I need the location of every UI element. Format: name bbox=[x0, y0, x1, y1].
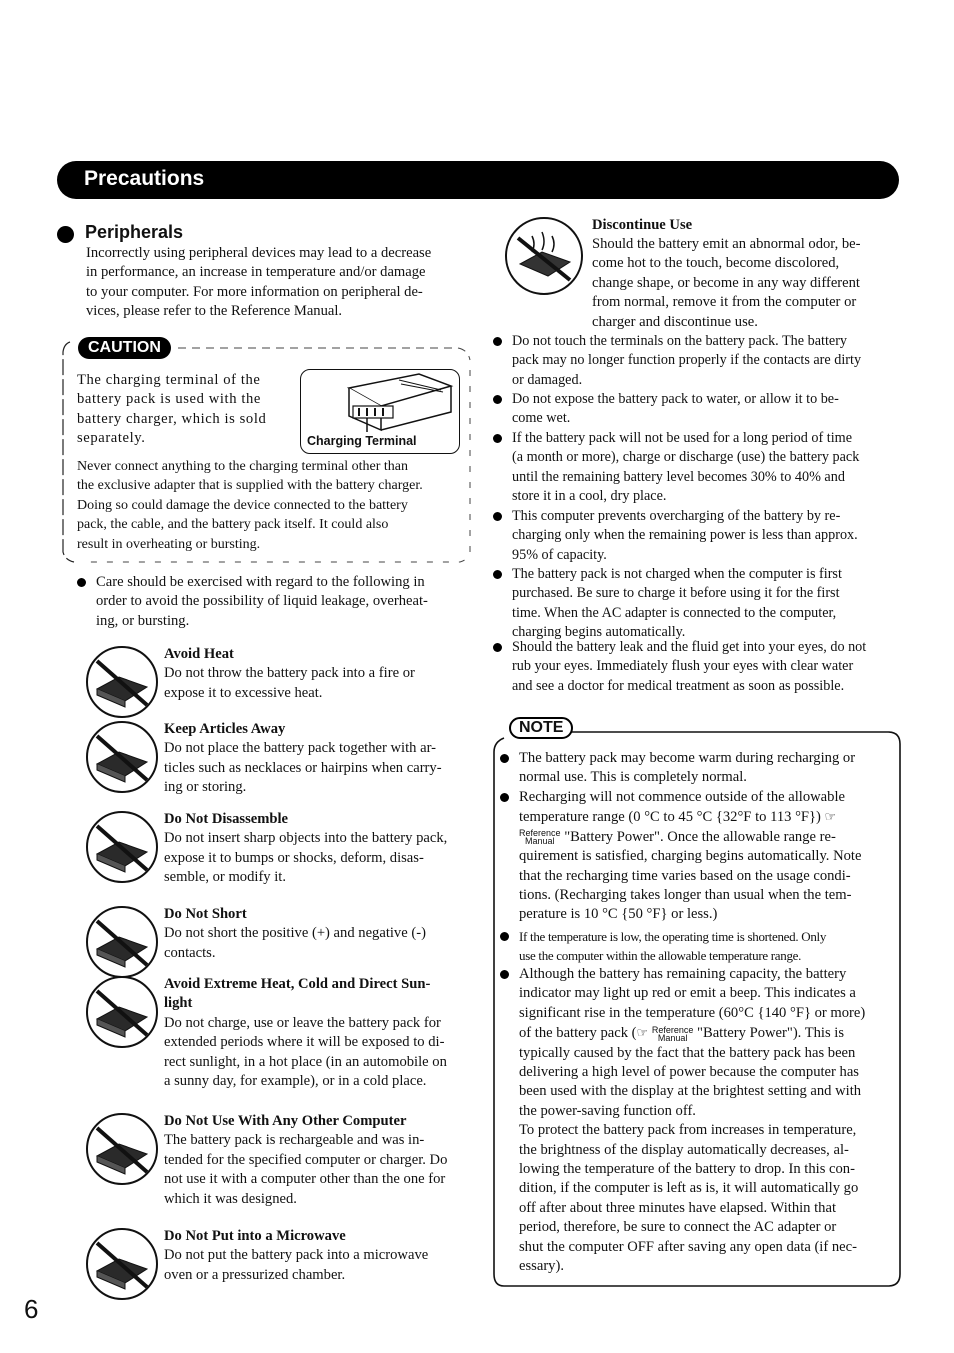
text-line: The battery pack is not charged when the computer is first bbox=[512, 566, 842, 582]
reference-arrow-icon: ☞ bbox=[824, 809, 837, 825]
text-line bbox=[519, 1023, 890, 1043]
text-line: Do not charge, use or leave the battery pack for bbox=[164, 1014, 441, 1031]
text-line: ing, or bursting. bbox=[96, 612, 190, 629]
text-line: off after about three minutes have elapsed. Within that bbox=[519, 1199, 836, 1216]
text-line: ticles such as necklaces or hairpins when carry- bbox=[164, 759, 442, 776]
warning-title-cont: light bbox=[164, 995, 193, 1012]
text-line: Do not throw the battery pack into a fire or bbox=[164, 665, 415, 682]
caution-badge: CAUTION bbox=[78, 337, 171, 359]
warning-body bbox=[164, 1246, 470, 1285]
text-line: To protect the battery pack from increases in temperature, bbox=[519, 1122, 857, 1139]
text-line: result in overheating or bursting. bbox=[77, 536, 261, 552]
text-line: order to avoid the possibility of liquid leakage, overheat- bbox=[96, 593, 428, 610]
text-line: Do not put the battery pack into a microwave bbox=[164, 1247, 429, 1264]
text-line: dition, if the computer is left as is, it will automatically go bbox=[519, 1180, 859, 1197]
text-line: tended for the specified computer or charger. Do bbox=[164, 1151, 448, 1168]
text-span: "Battery Power". Once the allowable range re- bbox=[564, 828, 836, 845]
bullet-dot bbox=[500, 793, 509, 802]
caution-body bbox=[77, 457, 461, 554]
text-line: delivering a high level of power because the computer has bbox=[519, 1064, 859, 1081]
text-line: come wet. bbox=[512, 410, 571, 427]
text-line: pack may no longer function properly if the contacts are dirty bbox=[512, 352, 862, 369]
bullet-dot bbox=[493, 512, 502, 521]
text-line: battery charger, which is sold bbox=[77, 410, 267, 427]
peripherals-body bbox=[86, 244, 468, 322]
text-line: indicator may light up red or emit a beep. This indicates a bbox=[519, 985, 856, 1002]
no-microwave-icon bbox=[83, 1225, 161, 1308]
text-line: pack, the cable, and the battery pack itself. It could also bbox=[77, 517, 389, 533]
discontinue-body bbox=[592, 235, 895, 332]
bullet-dot bbox=[493, 570, 502, 579]
figure-label: Charging Terminal bbox=[307, 434, 417, 448]
text-line: which it was designed. bbox=[164, 1190, 297, 1207]
text-line: Although the battery has remaining capacity, the battery bbox=[519, 966, 847, 982]
text-line: not use it with a computer other than the one for bbox=[164, 1171, 446, 1188]
text-line bbox=[519, 828, 890, 847]
reference-manual-icon bbox=[652, 1026, 694, 1042]
warning-body bbox=[164, 1131, 470, 1209]
text-line: separately. bbox=[77, 430, 146, 447]
warning-title: Keep Articles Away bbox=[164, 721, 286, 737]
text-line: Never connect anything to the charging terminal other than bbox=[77, 459, 408, 474]
text-line: rect sunlight, in a hot place (in an automobile on bbox=[164, 1053, 447, 1070]
warning-body bbox=[164, 924, 470, 963]
section-banner bbox=[57, 161, 899, 199]
text-line: or damaged. bbox=[512, 371, 583, 388]
text-line: Do not short the positive (+) and negative (-) bbox=[164, 925, 426, 942]
text-line: the power-saving function off. bbox=[519, 1102, 696, 1119]
text-line: The charging terminal of the bbox=[77, 372, 261, 388]
text-line: and see a doctor for medical treatment as soon as possible. bbox=[512, 677, 845, 694]
no-other-computer-icon bbox=[83, 1110, 161, 1193]
text-line: This computer prevents overcharging of the battery by re- bbox=[512, 508, 841, 524]
battery-terminal-icon bbox=[301, 370, 459, 432]
text-line: vices, please refer to the Reference Manual. bbox=[86, 303, 343, 320]
reference-manual-icon bbox=[519, 829, 561, 845]
text-span: of the battery pack ( bbox=[519, 1025, 637, 1042]
text-line: typically caused by the fact that the battery pack has been bbox=[519, 1044, 856, 1061]
warning-title: Do Not Short bbox=[164, 906, 247, 922]
page-title: Precautions bbox=[84, 167, 205, 190]
bullet-dot bbox=[500, 970, 509, 979]
ref-top: Reference bbox=[651, 1024, 694, 1035]
text-line: The battery pack may become warm during recharging or bbox=[519, 750, 856, 766]
bullet-dot bbox=[500, 932, 509, 941]
text-line: perature is 10 °C {50 °F} or less.) bbox=[519, 906, 718, 923]
text-line: tions. (Recharging takes longer than usual when the tem- bbox=[519, 887, 852, 904]
peripherals-heading: Peripherals bbox=[85, 222, 184, 242]
text-line: Do not insert sharp objects into the battery pack, bbox=[164, 830, 448, 847]
warning-body bbox=[164, 1014, 470, 1092]
ref-top: Reference bbox=[519, 828, 561, 839]
text-line: battery pack is used with the bbox=[77, 391, 261, 408]
text-line: been used with the display at the brightest setting and with bbox=[519, 1083, 862, 1100]
warning-title: Do Not Disassemble bbox=[164, 811, 289, 827]
caution-intro bbox=[77, 371, 292, 449]
text-line: If the temperature is low, the operating time is shortened. Only bbox=[519, 929, 827, 944]
text-line: (a month or more), charge or discharge (use) the battery pack bbox=[512, 449, 860, 466]
text-line: Do not expose the battery pack to water, or allow it to be- bbox=[512, 391, 839, 407]
text-line bbox=[519, 807, 890, 827]
text-line: rub your eyes. Immediately flush your eyes with clear water bbox=[512, 658, 854, 675]
text-line: Care should be exercised with regard to the following in bbox=[96, 574, 425, 590]
text-line: Recharging will not commence outside of the allowable bbox=[519, 789, 845, 805]
text-line: charging only when the remaining power is less than approx. bbox=[512, 527, 858, 544]
text-line: charger and discontinue use. bbox=[592, 313, 758, 330]
page-number: 6 bbox=[24, 1294, 39, 1324]
text-line: time. When the AC adapter is connected to the computer, bbox=[512, 604, 837, 621]
bullet-dot bbox=[493, 643, 502, 652]
reference-arrow-icon: ☞ bbox=[636, 1025, 649, 1041]
prohibited-icon bbox=[502, 214, 586, 298]
text-line: a sunny day, for example), or in a cold place. bbox=[164, 1073, 427, 1090]
text-line: The battery pack is rechargeable and was in- bbox=[164, 1132, 425, 1149]
bullet-dot bbox=[493, 395, 502, 404]
text-line: until the remaining battery level becomes 30% to 40% and bbox=[512, 468, 845, 485]
text-line: contacts. bbox=[164, 944, 216, 961]
text-line: quirement is satisfied, charging begins automatically. Note bbox=[519, 848, 862, 865]
note-badge: NOTE bbox=[509, 717, 573, 739]
text-line: the exclusive adapter that is supplied with the battery charger. bbox=[77, 478, 423, 494]
text-line: ing or storing. bbox=[164, 779, 247, 796]
text-line: that the recharging time varies based on the usage condi- bbox=[519, 867, 851, 884]
text-line: use the computer within the allowable temperature range. bbox=[519, 948, 802, 964]
text-line: in performance, an increase in temperature and/or damage bbox=[86, 264, 426, 281]
text-line: lowing the temperature of the battery to drop. In this con- bbox=[519, 1161, 855, 1178]
text-line: to your computer. For more information on peripheral de- bbox=[86, 283, 423, 300]
text-line: essary). bbox=[519, 1258, 564, 1275]
no-fire-icon bbox=[83, 643, 161, 726]
bullet-dot bbox=[500, 754, 509, 763]
warning-title: Do Not Use With Any Other Computer bbox=[164, 1113, 407, 1129]
text-line: expose it to bumps or shocks, deform, disas- bbox=[164, 849, 424, 866]
no-sunlight-icon bbox=[83, 973, 161, 1056]
text-line: from normal, remove it from the computer or bbox=[592, 294, 857, 311]
text-line: purchased. Be sure to charge it before using it for the first bbox=[512, 585, 840, 602]
text-line: charging begins automatically. bbox=[512, 624, 686, 641]
warning-title: Avoid Heat bbox=[164, 646, 234, 662]
no-disassemble-icon bbox=[83, 808, 161, 891]
ref-bottom: Manual bbox=[525, 836, 555, 847]
text-line: come hot to the touch, become discolored, bbox=[592, 255, 840, 272]
text-span: temperature range (0 °C to 45 °C {32°F to 113 °F}) bbox=[519, 809, 821, 826]
text-line: Incorrectly using peripheral devices may lead to a decrease bbox=[86, 245, 432, 261]
warning-body bbox=[164, 739, 470, 797]
text-line: Doing so could damage the device connected to the battery bbox=[77, 497, 408, 513]
text-line: expose it to excessive heat. bbox=[164, 684, 323, 701]
text-line: significant rise in the temperature (60°C {140 °F} or more) bbox=[519, 1004, 866, 1021]
text-line: change shape, or become in any way different bbox=[592, 274, 860, 291]
text-line: 95% of capacity. bbox=[512, 546, 607, 563]
text-line: oven or a pressurized chamber. bbox=[164, 1266, 346, 1283]
no-metal-icon bbox=[83, 718, 161, 801]
text-line: Do not touch the terminals on the battery pack. The battery bbox=[512, 333, 848, 349]
text-line: Should the battery emit an abnormal odor, be- bbox=[592, 236, 861, 252]
text-line: semble, or modify it. bbox=[164, 869, 287, 886]
warning-title: Do Not Put into a Microwave bbox=[164, 1228, 346, 1244]
ref-bottom: Manual bbox=[657, 1032, 688, 1043]
text-line: extended periods where it will be exposed to di- bbox=[164, 1034, 445, 1051]
text-line: Should the battery leak and the fluid get into your eyes, do not bbox=[512, 639, 867, 655]
text-line: store it in a cool, dry place. bbox=[512, 488, 667, 505]
warning-title: Avoid Extreme Heat, Cold and Direct Sun- bbox=[164, 976, 431, 992]
text-line: period, therefore, be sure to connect the AC adapter or bbox=[519, 1219, 837, 1236]
peripherals-bullet bbox=[57, 223, 77, 243]
text-line: shut the computer OFF after saving any open data (if nec- bbox=[519, 1238, 857, 1255]
bullet-dot bbox=[77, 578, 86, 587]
charging-terminal-figure bbox=[300, 369, 460, 454]
bullet-dot bbox=[493, 337, 502, 346]
discontinue-title: Discontinue Use bbox=[592, 217, 693, 233]
text-line: the brightness of the display automatically decreases, al- bbox=[519, 1141, 849, 1158]
warning-body bbox=[164, 829, 470, 887]
text-line: If the battery pack will not be used for a long period of time bbox=[512, 430, 853, 446]
discontinue-icon bbox=[502, 214, 586, 298]
bullet-dot bbox=[493, 434, 502, 443]
text-line: Do not place the battery pack together with ar- bbox=[164, 740, 437, 757]
text-line: normal use. This is completely normal. bbox=[519, 769, 747, 786]
warning-body bbox=[164, 664, 470, 703]
text-span: "Battery Power"). This is bbox=[697, 1025, 845, 1042]
